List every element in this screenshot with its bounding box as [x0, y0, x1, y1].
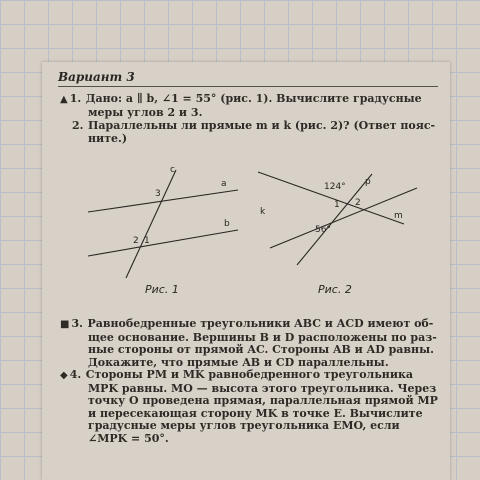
fig1-line-b	[88, 230, 238, 256]
task-4	[60, 369, 444, 445]
task-1-line-1: Дано: a ∥ b, ∠1 = 55° (рис. 1). Вычислите градусные	[85, 92, 422, 105]
fig2-angle-2: 2	[355, 198, 361, 208]
figure-1	[78, 160, 248, 285]
task-4-line-5: градусные меры углов треугольника EMO, если	[88, 419, 400, 432]
task-3-line-3: ные стороны от прямой AC. Стороны AB и AD равны.	[88, 343, 434, 356]
task-3	[60, 318, 444, 369]
task-4-line-1: Стороны PM и MK равнобедренного треугольника	[85, 368, 414, 381]
fig2-label-k: k	[260, 207, 266, 217]
task-1-line-2: меры углов 2 и 3.	[88, 105, 203, 119]
task-2-line-2: ните.)	[88, 131, 128, 145]
task-4-line-6: ∠MPK = 50°.	[88, 431, 169, 445]
fig1-label-c: c	[170, 165, 175, 175]
task-3-line-1: Равнобедренные треугольники ABC и ACD имеют об-	[87, 317, 434, 330]
task-4-number: 4.	[69, 368, 82, 381]
task-1-number: 1.	[69, 92, 82, 105]
fig2-label-m: m	[394, 211, 403, 221]
fig2-angle-124: 124°	[324, 182, 346, 192]
task-2-number: 2.	[72, 119, 84, 132]
fig1-label-a: a	[221, 179, 227, 189]
fig1-angle-3: 3	[155, 189, 161, 199]
task-4-line-2: MPK равны. MO — высота этого треугольника. Через	[88, 381, 437, 395]
task-1-marker: ▲	[60, 94, 68, 105]
task-3-line-4: Докажите, что прямые AB и CD параллельны.	[88, 355, 389, 369]
fig2-angle-56: 56°	[315, 225, 331, 235]
fig1-line-a	[88, 190, 238, 212]
fig1-angle-1: 1	[144, 236, 150, 246]
task-4-line-3: точку O проведена прямая, параллельная прямой MP	[88, 394, 438, 407]
fig2-line-m	[258, 172, 404, 224]
task-3-marker: ■	[60, 319, 70, 330]
task-2	[72, 120, 442, 145]
fig2-label-p: p	[365, 177, 371, 187]
fig1-line-c	[126, 170, 176, 278]
variant-heading: Вариант 3	[58, 70, 135, 84]
figure-2-caption: Рис. 2	[318, 283, 352, 296]
fig1-label-b: b	[224, 219, 230, 229]
task-2-line-1: Параллельны ли прямые m и k (рис. 2)? (Ответ пояс-	[88, 119, 436, 132]
figure-2	[252, 160, 427, 285]
figure-1-caption: Рис. 1	[145, 283, 179, 296]
task-4-marker: ◆	[60, 370, 68, 381]
task-3-line-2: щее основание. Вершины B и D расположены по раз-	[88, 330, 437, 344]
fig1-angle-2: 2	[133, 236, 139, 246]
fig2-angle-1: 1	[334, 200, 340, 210]
task-4-line-4: и пересекающая сторону MK в точке E. Вычислите	[88, 406, 423, 420]
task-1	[60, 93, 440, 119]
heading-divider	[58, 86, 438, 87]
task-3-number: 3.	[71, 317, 83, 330]
